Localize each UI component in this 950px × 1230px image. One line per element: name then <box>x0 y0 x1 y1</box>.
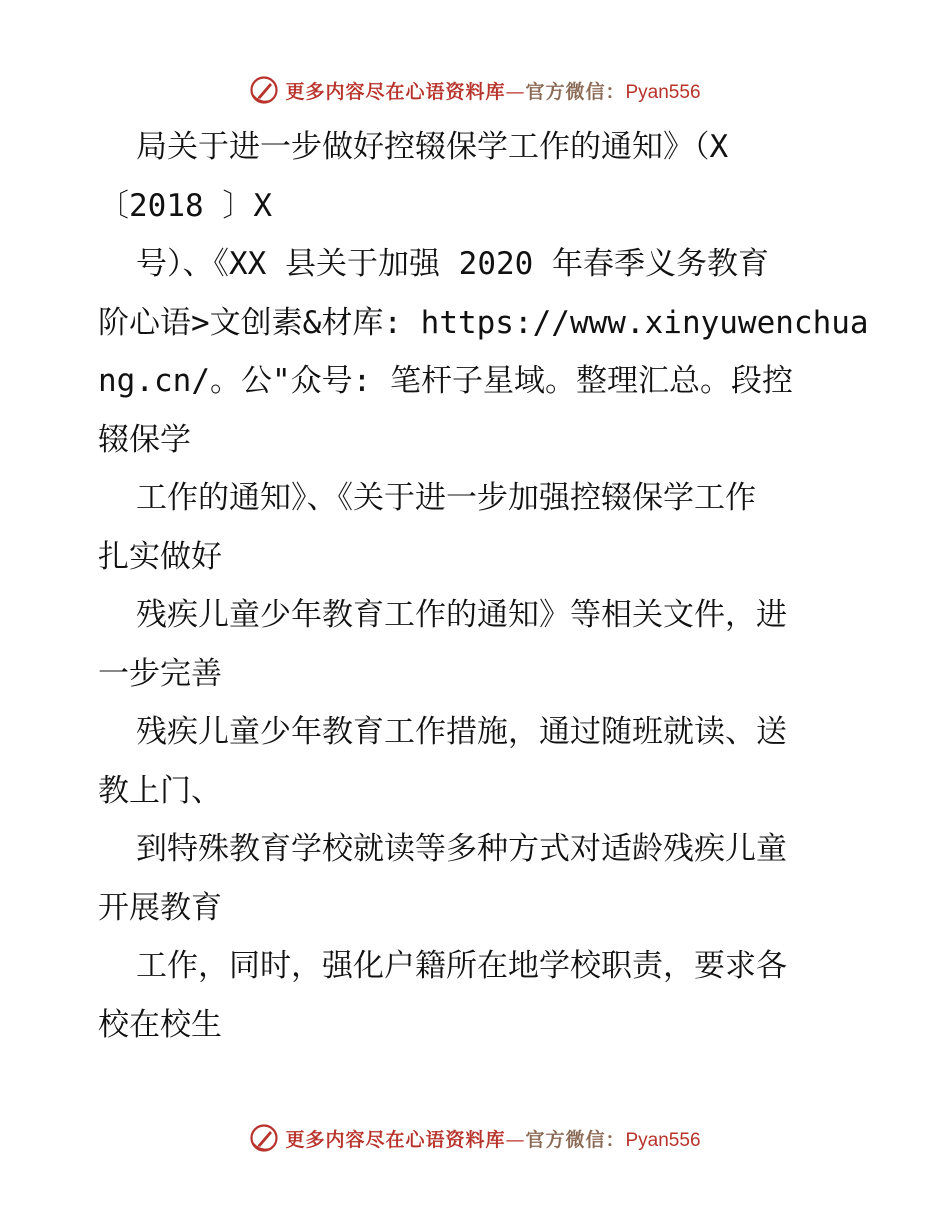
quill-pen-logo-icon <box>249 1123 279 1153</box>
text-line: 局关于进一步做好控辍保学工作的通知》（X <box>136 129 729 165</box>
banner-brand: 更多内容尽在心语资料库 <box>285 80 506 103</box>
banner-text <box>285 1125 700 1152</box>
quill-pen-logo-icon <box>249 75 279 105</box>
banner-separator: — <box>505 80 526 103</box>
text-line: ng.cn/。公"众号: 笔杆子星域。整理汇总。段控 <box>98 363 793 399</box>
text-line: 阶心语>文创素&材库: https://www.xinyuwenchua <box>98 304 869 341</box>
banner-separator: — <box>505 1128 526 1151</box>
text-line: 教上门、 <box>98 772 222 809</box>
banner-content <box>249 1123 700 1153</box>
text-line: 一步完善 <box>98 655 222 692</box>
text-line: 扎实做好 <box>98 538 222 575</box>
banner-wechat-id: Pyan556 <box>625 1129 701 1151</box>
text-line: 校在校生 <box>98 1006 222 1043</box>
text-line: 开展教育 <box>98 889 222 926</box>
text-line: 工作的通知》、《关于进一步加强控辍保学工作 <box>136 480 756 516</box>
footer-banner[interactable] <box>0 1118 950 1158</box>
text-line: 〔2018 〕X <box>98 187 272 224</box>
banner-wechat-id: Pyan556 <box>625 81 701 103</box>
header-banner[interactable] <box>0 70 950 110</box>
banner-content <box>249 75 700 105</box>
banner-wechat-label: 官方微信： <box>525 80 626 103</box>
banner-text <box>285 77 700 104</box>
banner-wechat-label: 官方微信： <box>525 1128 626 1151</box>
text-line: 号）、《XX 县关于加强 2020 年春季义务教育 <box>136 246 769 282</box>
text-line: 辍保学 <box>98 421 191 458</box>
text-line: 到特殊教育学校就读等多种方式对适龄残疾儿童 <box>136 831 787 867</box>
document-body <box>98 118 869 1054</box>
text-line: 工作，同时，强化户籍所在地学校职责，要求各 <box>136 948 787 984</box>
text-line: 残疾儿童少年教育工作措施，通过随班就读、送 <box>136 714 787 750</box>
text-line: 残疾儿童少年教育工作的通知》等相关文件，进 <box>136 597 787 633</box>
banner-brand: 更多内容尽在心语资料库 <box>285 1128 506 1151</box>
